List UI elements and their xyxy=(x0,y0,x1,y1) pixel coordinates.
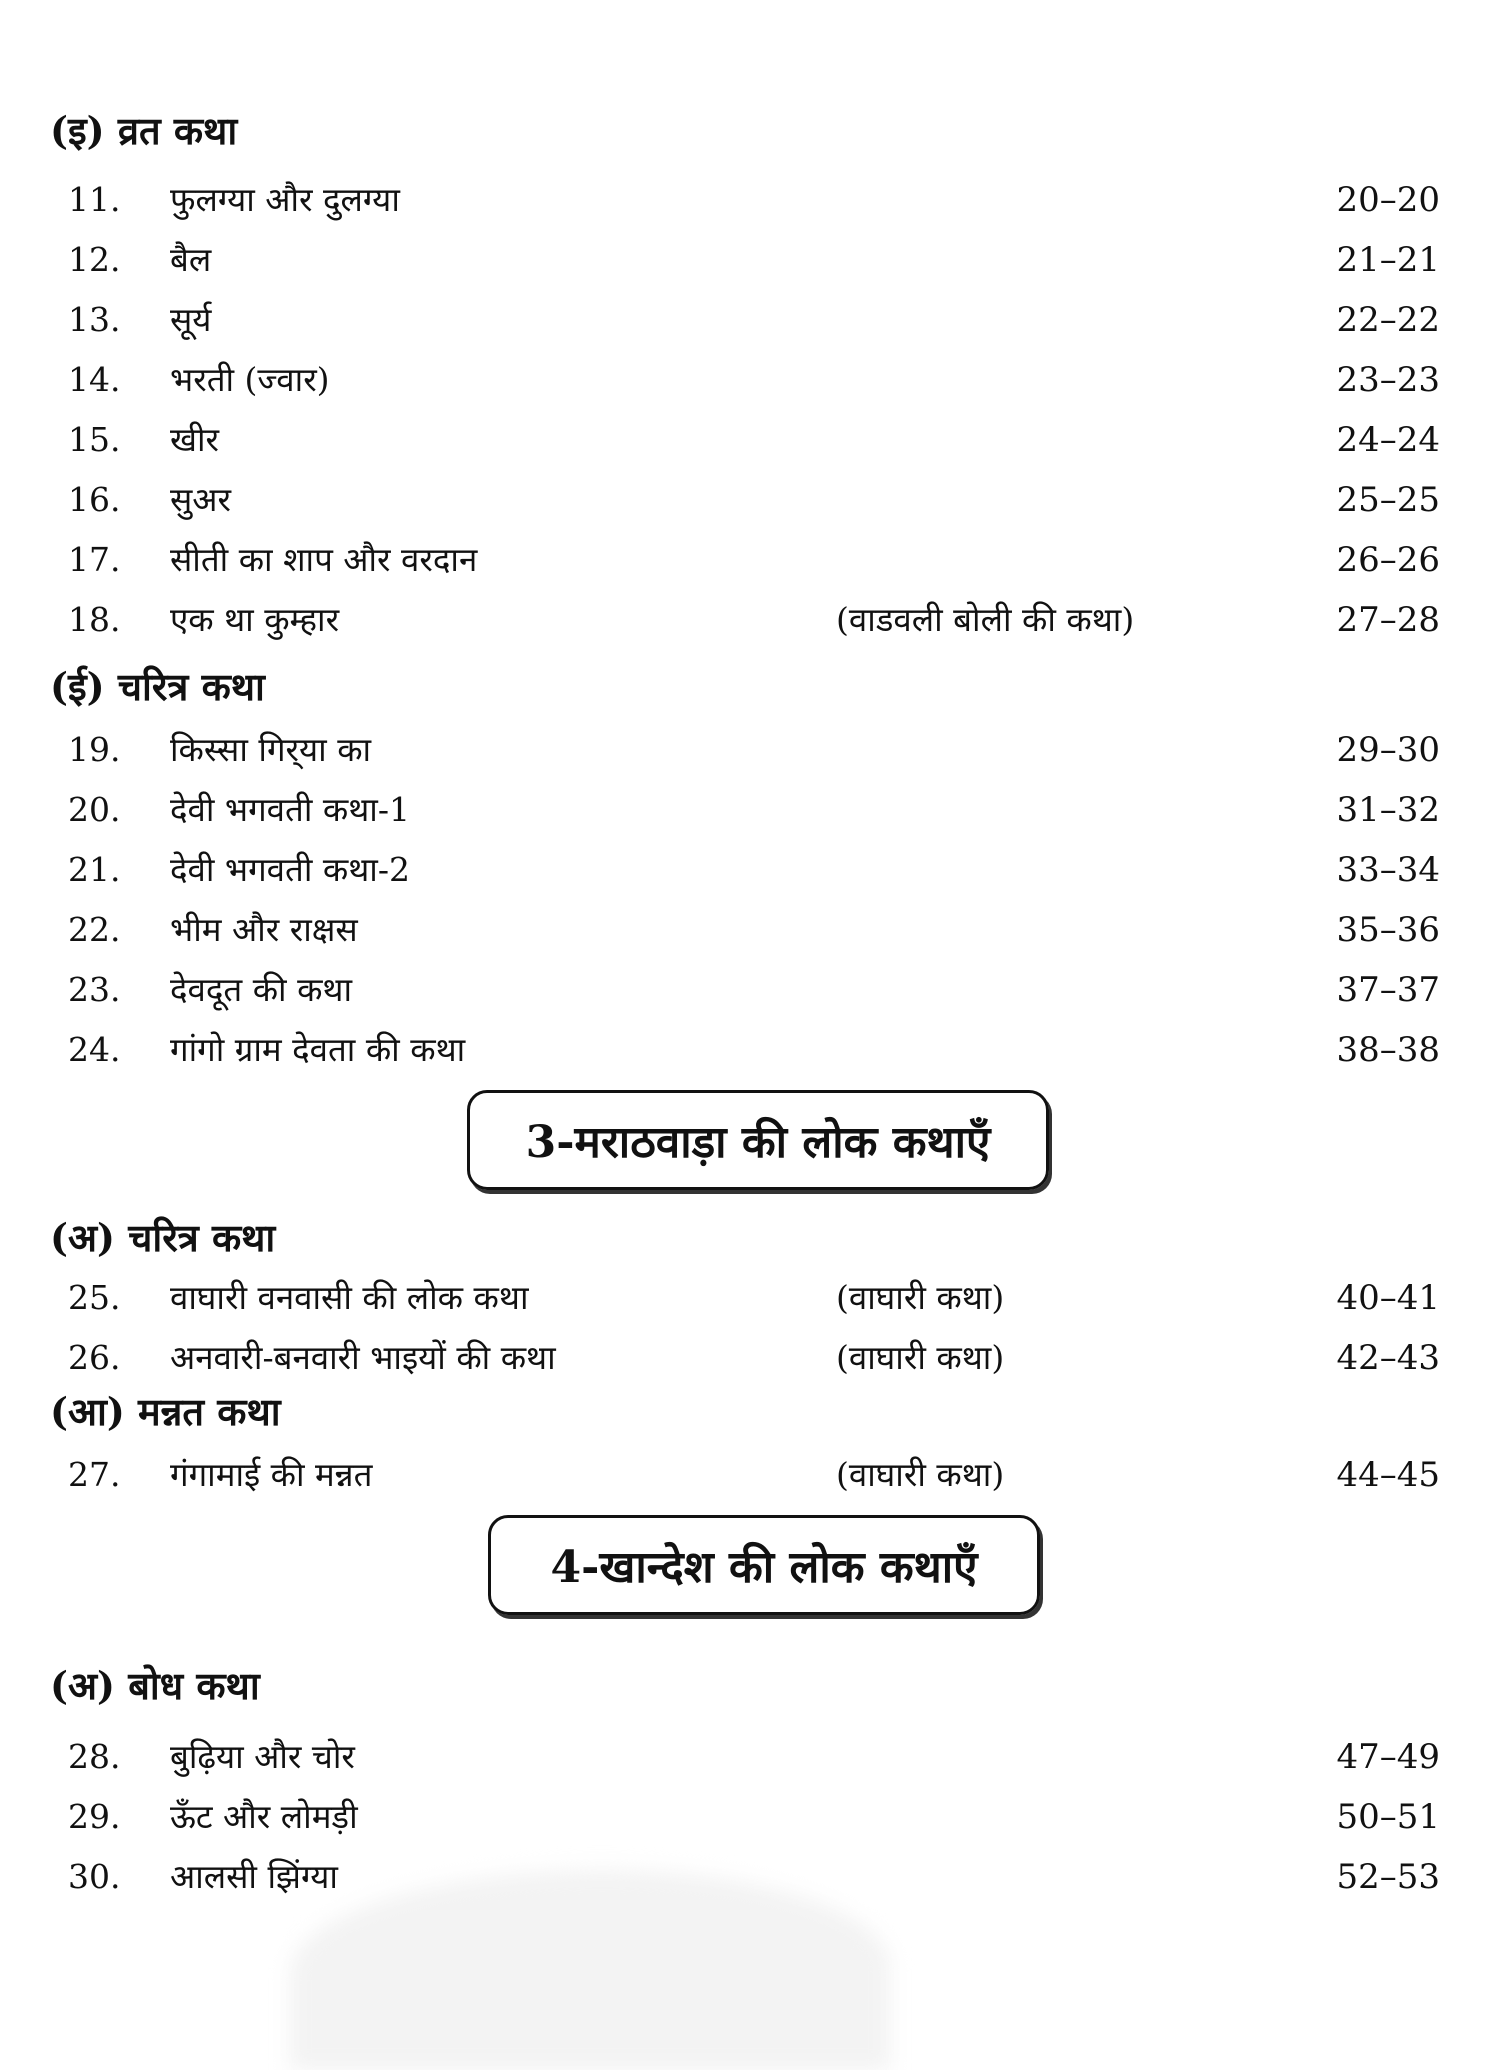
item-number: 11. xyxy=(68,180,121,219)
section-heading-mannat-katha: (आ) मन्नत कथा xyxy=(50,1389,281,1434)
item-title: सूर्य xyxy=(170,300,212,339)
item-number: 18. xyxy=(68,600,121,639)
item-pages: 37–37 xyxy=(1336,970,1440,1010)
item-note: (वाघारी कथा) xyxy=(836,1278,1005,1317)
item-number: 20. xyxy=(68,790,121,829)
toc-row xyxy=(0,297,1500,343)
item-number: 13. xyxy=(68,300,121,339)
item-number: 12. xyxy=(68,240,121,279)
item-pages: 24–24 xyxy=(1336,420,1440,460)
item-number: 30. xyxy=(68,1857,121,1896)
item-number: 16. xyxy=(68,480,121,519)
item-pages: 23–23 xyxy=(1336,360,1440,400)
item-title: देवी भगवती कथा-2 xyxy=(170,850,411,889)
toc-row xyxy=(0,417,1500,463)
item-pages: 21–21 xyxy=(1336,240,1440,280)
region-banner-marathwada: 3-मराठवाड़ा की लोक कथाएँ xyxy=(467,1090,1049,1190)
item-pages: 42–43 xyxy=(1336,1338,1440,1378)
toc-row xyxy=(0,597,1500,643)
item-pages: 29–30 xyxy=(1336,730,1440,770)
item-title: फुलग्या और दुलग्या xyxy=(170,180,400,219)
section-heading-charitra-katha: (ई) चरित्र कथा xyxy=(50,664,265,709)
toc-row xyxy=(0,237,1500,283)
item-title: बैल xyxy=(170,240,212,279)
item-number: 29. xyxy=(68,1797,121,1836)
item-title: सीती का शाप और वरदान xyxy=(170,540,478,579)
item-note: (वाघारी कथा) xyxy=(836,1455,1005,1494)
item-title: किस्सा गिर्‌या का xyxy=(170,730,372,769)
item-title: गंगामाई की मन्नत xyxy=(170,1455,373,1494)
item-pages: 26–26 xyxy=(1336,540,1440,580)
item-pages: 20–20 xyxy=(1336,180,1440,220)
item-number: 25. xyxy=(68,1278,121,1317)
item-title: गांगो ग्राम देवता की कथा xyxy=(170,1030,466,1069)
toc-row xyxy=(0,967,1500,1013)
item-title: बुढ़िया और चोर xyxy=(170,1737,355,1776)
item-pages: 44–45 xyxy=(1336,1455,1440,1495)
toc-row xyxy=(0,1794,1500,1840)
item-title: वाघारी वनवासी की लोक कथा xyxy=(170,1278,529,1317)
region-banner-khandesh: 4-खान्देश की लोक कथाएँ xyxy=(488,1515,1040,1615)
toc-row xyxy=(0,1027,1500,1073)
item-note: (वाघारी कथा) xyxy=(836,1338,1005,1377)
item-title: अनवारी-बनवारी भाइयों की कथा xyxy=(170,1338,556,1377)
item-title: एक था कुम्हार xyxy=(170,600,340,639)
toc-row xyxy=(0,1275,1500,1321)
item-title: देवदूत की कथा xyxy=(170,970,353,1009)
toc-row xyxy=(0,357,1500,403)
item-number: 23. xyxy=(68,970,121,1009)
item-number: 17. xyxy=(68,540,121,579)
item-note: (वाडवली बोली की कथा) xyxy=(836,600,1135,639)
section-heading-bodh-katha: (अ) बोध कथा xyxy=(50,1663,260,1708)
section-heading-vrat-katha: (इ) व्रत कथा xyxy=(50,108,238,153)
item-title: देवी भगवती कथा-1 xyxy=(170,790,411,829)
item-title: भीम और राक्षस xyxy=(170,910,358,949)
toc-row xyxy=(0,477,1500,523)
item-pages: 31–32 xyxy=(1336,790,1440,830)
item-pages: 25–25 xyxy=(1336,480,1440,520)
item-pages: 50–51 xyxy=(1336,1797,1440,1837)
item-title: सुअर xyxy=(170,480,232,519)
page-smudge xyxy=(290,1870,890,2070)
item-number: 21. xyxy=(68,850,121,889)
item-number: 15. xyxy=(68,420,121,459)
toc-row xyxy=(0,177,1500,223)
item-title: आलसी झिंग्या xyxy=(170,1857,338,1896)
item-pages: 38–38 xyxy=(1336,1030,1440,1070)
item-pages: 22–22 xyxy=(1336,300,1440,340)
item-number: 14. xyxy=(68,360,121,399)
toc-row xyxy=(0,847,1500,893)
item-number: 24. xyxy=(68,1030,121,1069)
item-number: 22. xyxy=(68,910,121,949)
toc-row xyxy=(0,787,1500,833)
toc-row xyxy=(0,1854,1500,1900)
toc-row xyxy=(0,1335,1500,1381)
item-pages: 52–53 xyxy=(1336,1857,1440,1897)
item-pages: 35–36 xyxy=(1336,910,1440,950)
item-pages: 33–34 xyxy=(1336,850,1440,890)
item-title: ऊँट और लोमड़ी xyxy=(170,1797,358,1836)
item-pages: 27–28 xyxy=(1336,600,1440,640)
toc-row xyxy=(0,1452,1500,1498)
item-title: खीर xyxy=(170,420,220,459)
item-title: भरती (ज्वार) xyxy=(170,360,330,399)
section-heading-charitra-katha-marathwada: (अ) चरित्र कथा xyxy=(50,1215,276,1260)
item-number: 26. xyxy=(68,1338,121,1377)
toc-row xyxy=(0,1734,1500,1780)
toc-row xyxy=(0,727,1500,773)
toc-row xyxy=(0,907,1500,953)
item-pages: 47–49 xyxy=(1336,1737,1440,1777)
item-number: 28. xyxy=(68,1737,121,1776)
item-number: 19. xyxy=(68,730,121,769)
item-number: 27. xyxy=(68,1455,121,1494)
item-pages: 40–41 xyxy=(1336,1278,1440,1318)
toc-row xyxy=(0,537,1500,583)
